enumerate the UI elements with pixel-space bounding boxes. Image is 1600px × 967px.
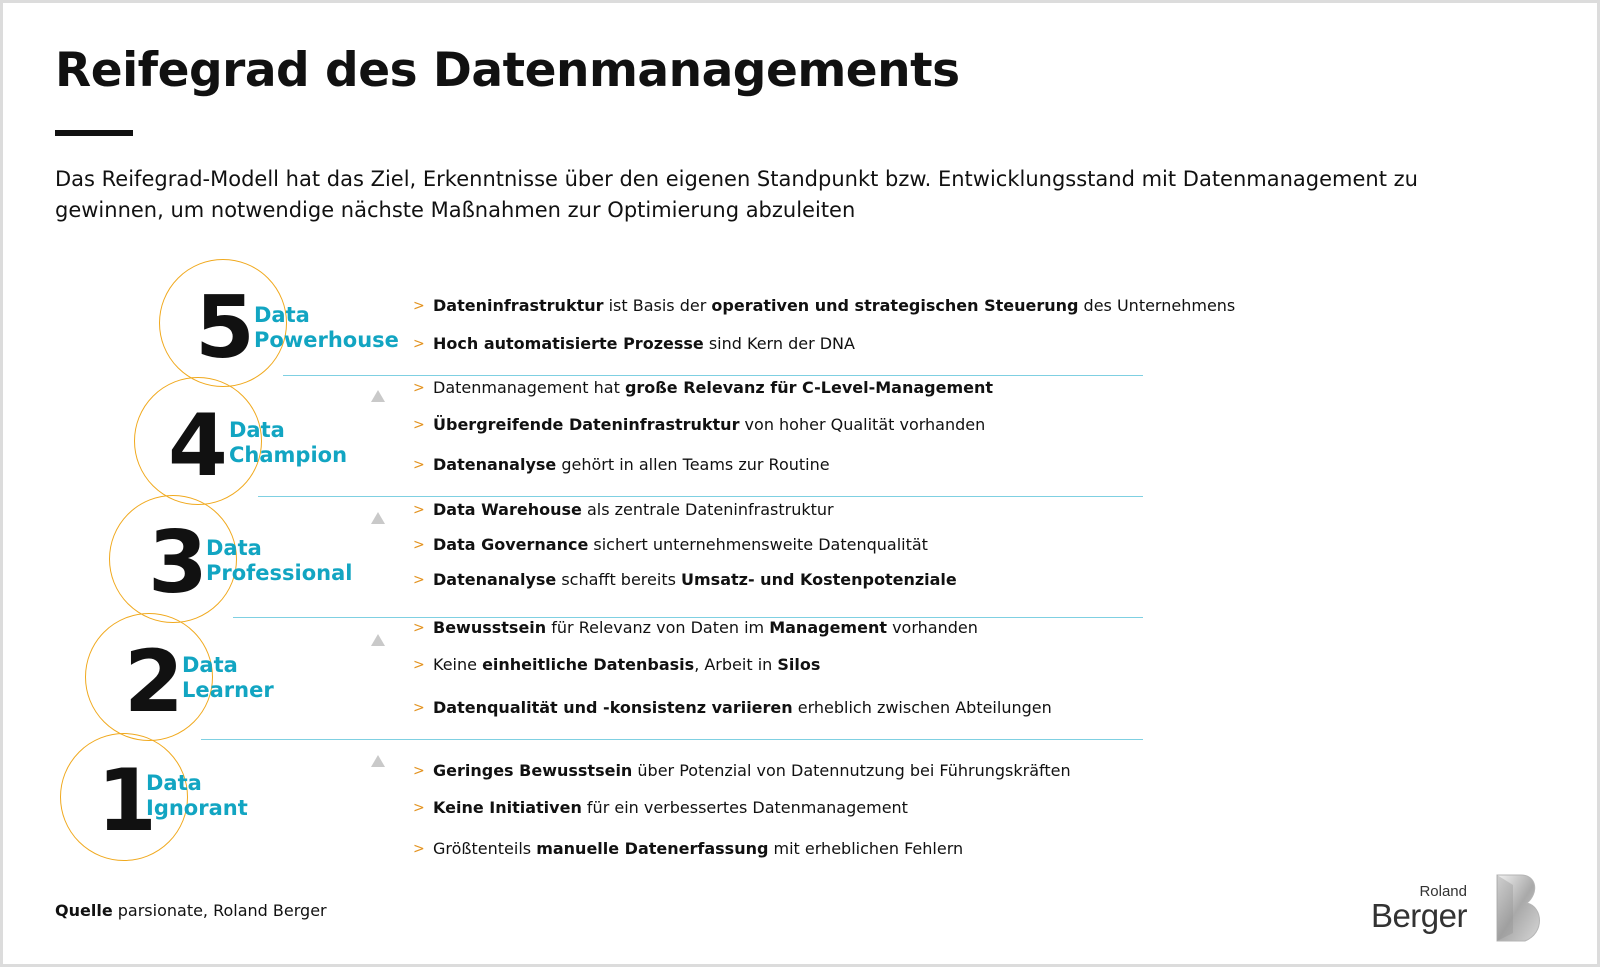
source-note	[55, 901, 327, 920]
level-2-name-line2: Learner	[182, 678, 274, 702]
roland-berger-logo	[1370, 869, 1551, 945]
level-1-name-line1: Data	[146, 771, 202, 795]
chevron-right-icon: >	[413, 841, 425, 857]
level-2-number: 2	[124, 632, 182, 732]
bullet-text: Bewusstsein für Relevanz von Daten im Management vorhanden	[433, 618, 978, 637]
chevron-right-icon: >	[413, 457, 425, 473]
chevron-right-icon: >	[413, 800, 425, 816]
chevron-right-icon: >	[413, 298, 425, 314]
bullet-text: Keine einheitliche Datenbasis, Arbeit in Silos	[433, 655, 821, 674]
bullet-text: Dateninfrastruktur ist Basis der operativen und strategischen Steuerung des Unternehmens	[433, 296, 1236, 315]
slide	[3, 3, 1597, 964]
separator-4-3	[258, 496, 1143, 497]
bullet-text: Data Warehouse als zentrale Dateninfrastruktur	[433, 500, 834, 519]
separator-5-4	[283, 375, 1143, 376]
up-arrow-icon	[371, 390, 385, 402]
bullet-text: Data Governance sichert unternehmensweite Datenqualität	[433, 535, 928, 554]
bullet-text: Datenanalyse gehört in allen Teams zur Routine	[433, 455, 830, 474]
level-1-number: 1	[97, 751, 155, 851]
level-5-number: 5	[195, 278, 253, 378]
chevron-right-icon: >	[413, 572, 425, 588]
source-text: parsionate, Roland Berger	[112, 901, 327, 920]
level-2-name-line1: Data	[182, 653, 238, 677]
page-title: Reifegrad des Datenmanagements	[55, 43, 960, 98]
up-arrow-icon	[371, 755, 385, 767]
bullet-text: Datenmanagement hat große Relevanz für C-Level-Management	[433, 378, 994, 397]
level-4-name	[229, 418, 347, 468]
logo-b-icon	[1493, 873, 1547, 943]
level-3-name-line1: Data	[206, 536, 262, 560]
bullet-text: Keine Initiativen für ein verbessertes Datenmanagement	[433, 798, 908, 817]
level-3-number: 3	[148, 513, 206, 613]
level-4-name-line2: Champion	[229, 443, 348, 467]
level-2-name	[182, 653, 274, 703]
bullet-text: Übergreifende Dateninfrastruktur von hoher Qualität vorhanden	[433, 415, 986, 434]
level-4-name-line1: Data	[229, 418, 285, 442]
level-5-name-line2: Powerhouse	[254, 328, 399, 352]
chevron-right-icon: >	[413, 502, 425, 518]
chevron-right-icon: >	[413, 763, 425, 779]
source-label: Quelle	[55, 901, 113, 920]
chevron-right-icon: >	[413, 537, 425, 553]
intro-text: Das Reifegrad-Modell hat das Ziel, Erkenntnisse über den eigenen Standpunkt bzw. Entwicklungsstand mit Datenmanagement zu gewinnen, um notwendige nächste Maßnahmen zur Optimierung abzuleiten	[55, 167, 1418, 222]
level-5-name-line1: Data	[254, 303, 310, 327]
chevron-right-icon: >	[413, 657, 425, 673]
level-3-name	[206, 536, 353, 586]
level-1-name-line2: Ignorant	[146, 796, 248, 820]
up-arrow-icon	[371, 512, 385, 524]
logo-text-roland: Roland	[1419, 883, 1467, 900]
bullet-text: Größtenteils manuelle Datenerfassung mit erheblichen Fehlern	[433, 839, 964, 858]
separator-2-1	[201, 739, 1143, 740]
level-3-name-line2: Professional	[206, 561, 353, 585]
level-1-name	[146, 771, 248, 821]
level-4-number: 4	[168, 396, 226, 496]
chevron-right-icon: >	[413, 700, 425, 716]
level-5-name	[254, 303, 399, 353]
bullet-text: Geringes Bewusstsein über Potenzial von Datennutzung bei Führungskräften	[433, 761, 1071, 780]
chevron-right-icon: >	[413, 620, 425, 636]
chevron-right-icon: >	[413, 380, 425, 396]
bullet-text: Datenanalyse schafft bereits Umsatz- und Kostenpotenziale	[433, 570, 957, 589]
logo-text-berger: Berger	[1370, 897, 1467, 934]
up-arrow-icon	[371, 634, 385, 646]
bullet-text: Datenqualität und -konsistenz variieren erheblich zwischen Abteilungen	[433, 698, 1052, 717]
chevron-right-icon: >	[413, 417, 425, 433]
bullet-text: Hoch automatisierte Prozesse sind Kern der DNA	[433, 334, 855, 353]
title-underline	[55, 130, 133, 136]
chevron-right-icon: >	[413, 336, 425, 352]
